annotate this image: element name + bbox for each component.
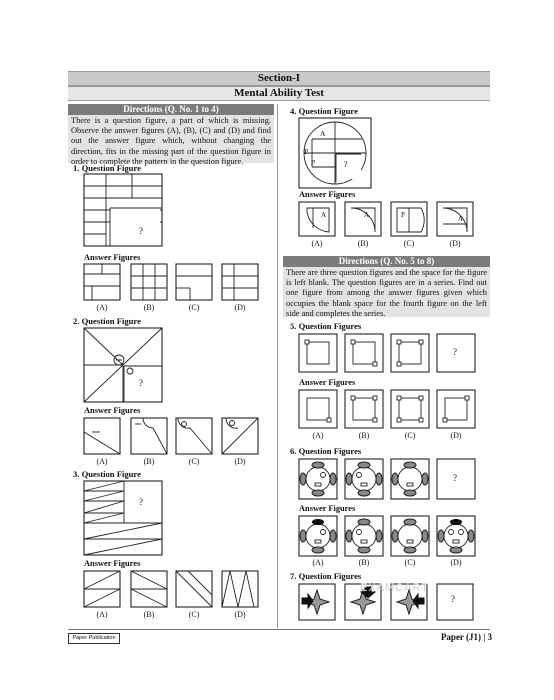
- q4-answer-d-letter: A: [458, 215, 464, 223]
- directions-text-right: There are three question figures and the space for the figure is left blank. The question figures are in a series. Find out one figure from among the answer figures given which occupies the blank space for the fourth figure on the left side and completes the series.: [283, 267, 490, 317]
- q6-option-c: (C): [404, 558, 416, 567]
- q2-question-figure: [84, 328, 162, 402]
- q6-option-b: (B): [358, 558, 370, 567]
- q3-label: 3. Question Figure: [73, 469, 141, 479]
- page-number: Paper (J1) | 3: [440, 632, 492, 642]
- q6-question-figure-3: [391, 459, 429, 499]
- q4-answer-a[interactable]: [299, 202, 335, 236]
- q1-option-a: (A): [96, 303, 108, 312]
- q4-answer-b-letter: A: [364, 211, 370, 219]
- q6-question-figure-2: [345, 459, 383, 499]
- q5-answer-d[interactable]: [437, 390, 475, 428]
- q3-option-b: (B): [143, 610, 155, 619]
- q1-answer-label: Answer Figures: [84, 253, 141, 262]
- q5-label: 5. Question Figures: [290, 321, 362, 331]
- q2-option-a: (A): [96, 457, 108, 466]
- q5-answer-b[interactable]: [345, 390, 383, 428]
- q6-question-figure-1: [299, 459, 337, 499]
- q6-answer-a[interactable]: [299, 516, 337, 556]
- q2-answer-d[interactable]: [222, 418, 258, 454]
- q5-question-figure-3: [391, 334, 429, 372]
- q4-letter-p-left: P: [304, 147, 309, 156]
- q6-option-a: (A): [312, 558, 324, 567]
- q5-option-a: (A): [312, 431, 324, 440]
- q1-answer-a[interactable]: [84, 264, 120, 300]
- q2-answer-c[interactable]: [176, 418, 212, 454]
- directions-head-left: Directions (Q. No. 1 to 4): [68, 104, 274, 115]
- q5-option-c: (C): [404, 431, 416, 440]
- test-title: Mental Ability Test: [68, 86, 490, 101]
- q4-label: 4. Question Figure: [290, 106, 358, 116]
- q7-missing-mark: ?: [451, 594, 455, 604]
- q4-option-d: (D): [449, 239, 461, 248]
- q3-question-figure: [84, 481, 162, 555]
- column-divider: [277, 104, 278, 628]
- q4-option-a: (A): [311, 239, 323, 248]
- q4-letter-a-top: A: [320, 129, 326, 138]
- q2-option-d: (D): [234, 457, 246, 466]
- q6-answer-d[interactable]: [437, 516, 475, 556]
- q3-missing-mark: ?: [139, 497, 143, 507]
- publisher-logo: Paper Publication: [68, 633, 120, 644]
- q3-option-d: (D): [234, 610, 246, 619]
- q2-answer-a[interactable]: [84, 418, 120, 454]
- q6-missing-mark: ?: [453, 473, 457, 483]
- q6-option-d: (D): [450, 558, 462, 567]
- q5-answer-a[interactable]: [299, 390, 337, 428]
- q3-option-a: (A): [96, 610, 108, 619]
- q4-answer-b[interactable]: [345, 202, 381, 236]
- q4-answer-c-letter: P: [401, 211, 405, 219]
- q1-missing-mark: ?: [139, 226, 143, 236]
- q3-answer-c[interactable]: [176, 571, 212, 607]
- section-title: Section-I: [68, 71, 490, 86]
- q3-answer-b[interactable]: [131, 571, 167, 607]
- q2-label: 2. Question Figure: [73, 316, 141, 326]
- q1-option-b: (B): [143, 303, 155, 312]
- q5-question-figure-1: [299, 334, 337, 372]
- q3-answer-d[interactable]: [222, 571, 258, 607]
- q2-option-b: (B): [143, 457, 155, 466]
- q4-option-b: (B): [357, 239, 369, 248]
- q2-answer-b[interactable]: [131, 418, 167, 454]
- q6-answer-b[interactable]: [345, 516, 383, 556]
- q1-question-figure: [84, 174, 162, 246]
- q4-answer-label: Answer Figures: [299, 190, 356, 199]
- q5-option-d: (D): [450, 431, 462, 440]
- q7-label: 7. Question Figures: [290, 571, 362, 581]
- q2-missing-mark: ?: [139, 378, 143, 388]
- q1-answer-c[interactable]: [176, 264, 212, 300]
- q5-question-figure-2: [345, 334, 383, 372]
- q1-label: 1. Question Figure: [73, 163, 141, 173]
- q5-missing-mark: ?: [453, 347, 457, 357]
- q7-question-figure-4: [437, 584, 473, 620]
- q1-answer-b[interactable]: [131, 264, 167, 300]
- footer-rule: [68, 629, 490, 630]
- q6-label: 6. Question Figures: [290, 446, 362, 456]
- q5-option-b: (B): [358, 431, 370, 440]
- q5-answer-label: Answer Figures: [299, 378, 356, 387]
- q4-answer-d[interactable]: [437, 202, 473, 236]
- q6-answer-c[interactable]: [391, 516, 429, 556]
- q5-answer-c[interactable]: [391, 390, 429, 428]
- q6-answer-label: Answer Figures: [299, 504, 356, 513]
- q3-option-c: (C): [188, 610, 200, 619]
- q7-question-figure-1: [299, 584, 335, 620]
- q1-option-d: (D): [234, 303, 246, 312]
- q3-answer-a[interactable]: [84, 571, 120, 607]
- q4-question-figure: [299, 118, 371, 188]
- directions-text-left: There is a question figure, a part of which is missing. Observe the answer figures (A), (B), (C) and (D) and find out the answer figure which, without changing the direction, fits in the missing part of the question figure in order to complete the pattern in the question figure.: [68, 115, 274, 163]
- q4-option-c: (C): [403, 239, 415, 248]
- q4-letter-p-bottom: P: [311, 158, 316, 167]
- q4-answer-c[interactable]: [391, 202, 427, 236]
- q2-answer-label: Answer Figures: [84, 406, 141, 415]
- q1-answer-d[interactable]: [222, 264, 258, 300]
- watermark: EXAMCART: [360, 582, 429, 594]
- directions-head-right: Directions (Q. No. 5 to 8): [283, 256, 490, 267]
- q1-option-c: (C): [188, 303, 200, 312]
- q4-missing-mark: ?: [344, 160, 348, 169]
- q2-option-c: (C): [188, 457, 200, 466]
- q3-answer-label: Answer Figures: [84, 559, 141, 568]
- q4-answer-a-letter: A: [321, 211, 327, 219]
